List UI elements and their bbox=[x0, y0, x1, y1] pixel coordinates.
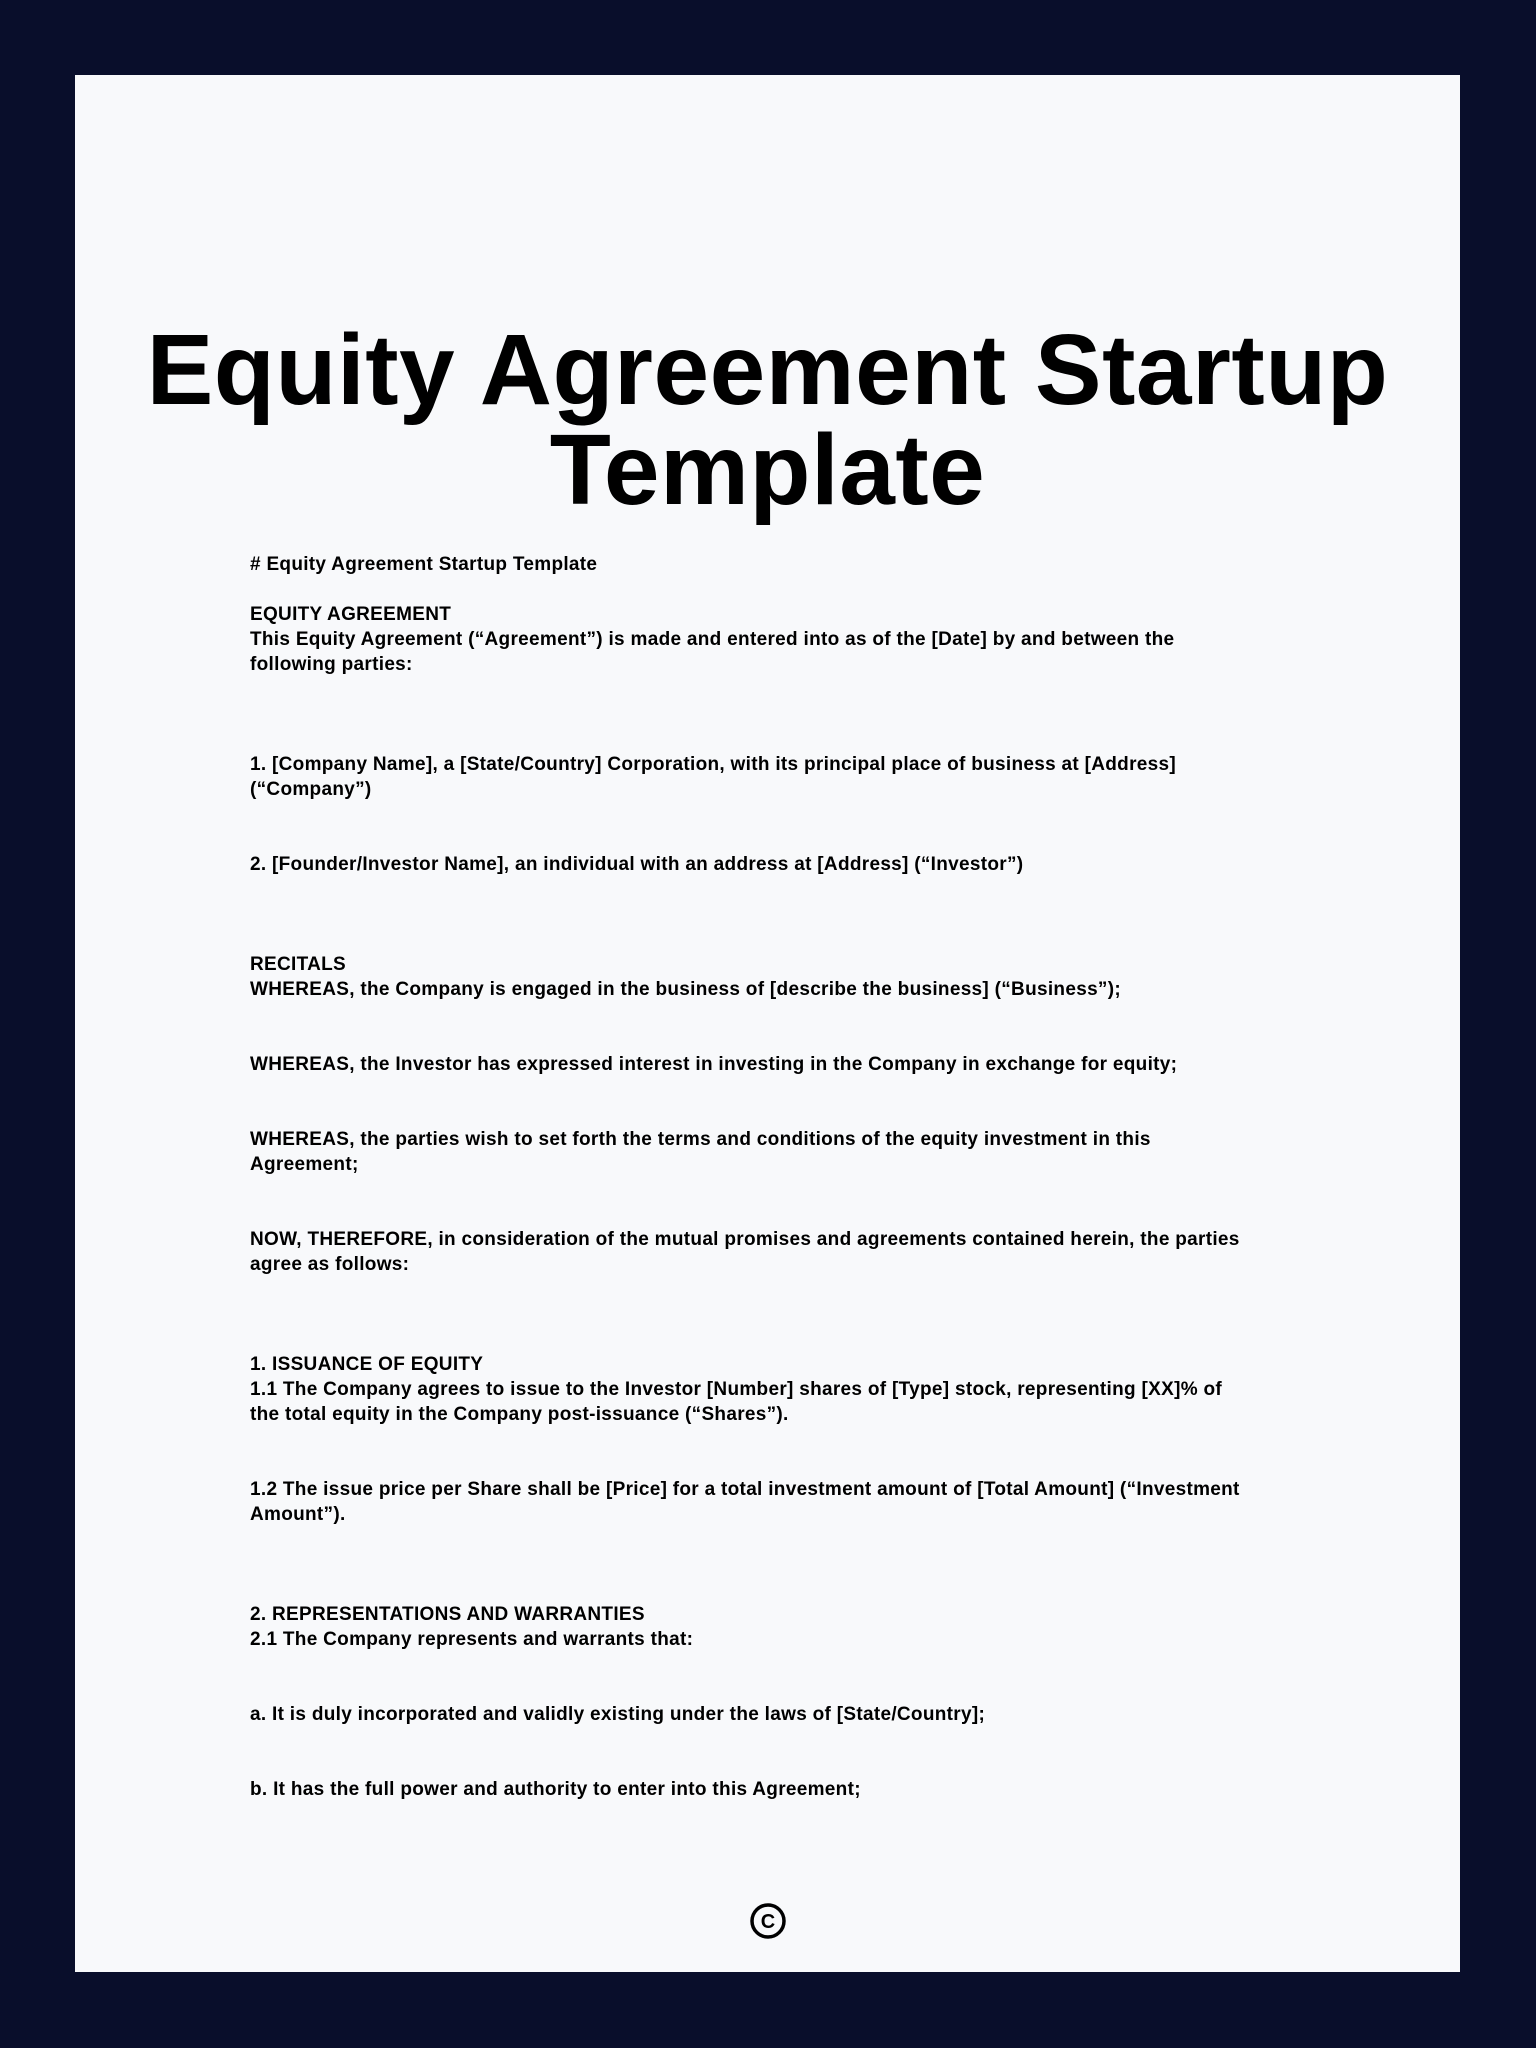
copyright-symbol: C bbox=[760, 1911, 776, 1933]
copyright-icon bbox=[750, 1903, 786, 1939]
intro-line-1: This Equity Agreement (“Agreement”) is made and entered into as of the [Date] by and between the bbox=[250, 629, 1175, 650]
title-line-2: Template bbox=[549, 414, 986, 526]
document-title bbox=[75, 314, 1460, 526]
party-1-line-2: (“Company”) bbox=[250, 779, 372, 800]
recitals-heading: RECITALS bbox=[250, 954, 346, 975]
title-line-1: Equity Agreement Startup bbox=[146, 314, 1389, 426]
recital-3-line-1: WHEREAS, the parties wish to set forth the terms and conditions of the equity investment in this bbox=[250, 1129, 1151, 1150]
recital-2: WHEREAS, the Investor has expressed interest in investing in the Company in exchange for equity; bbox=[250, 1054, 1178, 1075]
clause-2-1-b: b. It has the full power and authority to enter into this Agreement; bbox=[250, 1779, 861, 1800]
clause-2-1: 2.1 The Company represents and warrants that: bbox=[250, 1629, 694, 1650]
recital-1: WHEREAS, the Company is engaged in the business of [describe the business] (“Business”); bbox=[250, 979, 1121, 1000]
clause-1-1-line-1: 1.1 The Company agrees to issue to the Investor [Number] shares of [Type] stock, representing [XX]% of bbox=[250, 1379, 1223, 1400]
now-therefore-line-2: agree as follows: bbox=[250, 1254, 410, 1275]
now-therefore-line-1: NOW, THEREFORE, in consideration of the mutual promises and agreements contained herein, the parties bbox=[250, 1229, 1240, 1250]
intro-line-2: following parties: bbox=[250, 654, 413, 675]
section-2-heading: 2. REPRESENTATIONS AND WARRANTIES bbox=[250, 1604, 645, 1625]
party-2: 2. [Founder/Investor Name], an individual with an address at [Address] (“Investor”) bbox=[250, 854, 1024, 875]
recital-3-line-2: Agreement; bbox=[250, 1154, 359, 1175]
document-body bbox=[250, 552, 1360, 1802]
section-1-heading: 1. ISSUANCE OF EQUITY bbox=[250, 1354, 484, 1375]
document-page bbox=[75, 75, 1460, 1972]
clause-1-2-line-1: 1.2 The issue price per Share shall be [Price] for a total investment amount of [Total Amount] (“Investment bbox=[250, 1479, 1240, 1500]
clause-2-1-a: a. It is duly incorporated and validly existing under the laws of [State/Country]; bbox=[250, 1704, 986, 1725]
clause-1-2-line-2: Amount”). bbox=[250, 1504, 346, 1525]
party-1-line-1: 1. [Company Name], a [State/Country] Corporation, with its principal place of business at [Address] bbox=[250, 754, 1177, 775]
clause-1-1-line-2: the total equity in the Company post-issuance (“Shares”). bbox=[250, 1404, 789, 1425]
markdown-heading: # Equity Agreement Startup Template bbox=[250, 554, 598, 575]
agreement-heading: EQUITY AGREEMENT bbox=[250, 604, 452, 625]
